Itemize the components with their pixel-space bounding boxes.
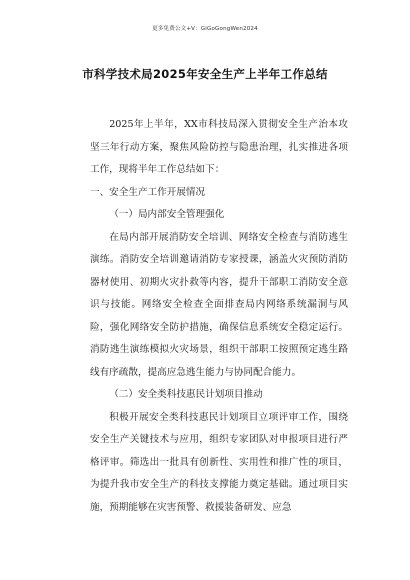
subsection-heading-1: （一）局内部安全管理强化: [109, 209, 225, 220]
subsection-1-paragraph: 在局内部开展消防安全培训、网络安全检查与消防逃生演练。消防安全培训邀请消防专家授课，涵盖火灾预防消防器材使用、初期火灾扑救等内容，提升干部职工消防安全意识与技能。网络安全检查全面排查局内网络系统漏洞与风险，强化网络安全防护措施，确保信息系统安全稳定运行。消防逃生演练模拟火灾场景，组织干部职工按照预定逃生路线有序疏散，提高应急逃生能力与协同配合能力。: [90, 231, 348, 378]
header-note: 更多免费公文+V：GiGoGongWen2024: [152, 26, 258, 32]
document-title: 市科学技术局2025年安全生产上半年工作总结: [82, 67, 328, 81]
section-heading-1: 一、安全生产工作开展情况: [90, 186, 206, 198]
intro-paragraph: 2025年上半年，XX市科技局深入贯彻安全生产治本攻坚三年行动方案，聚焦风险防控与隐患治理，扎实推进各项工作，现将半年工作总结如下：: [90, 119, 348, 175]
subsection-2-paragraph: 积极开展安全类科技惠民计划项目立项评审工作，围绕安全生产关键技术与应用，组织专家团队对申报项目进行严格评审。筛选出一批具有创新性、实用性和推广性的项目，为提升我市安全生产的科技支撑能力奠定基础。通过项目实施，预期能够在灾害预警、救援装备研发、应急: [90, 411, 348, 513]
document-body: [90, 114, 348, 519]
subsection-heading-2: （二）安全类科技惠民计划项目推动: [109, 389, 263, 400]
